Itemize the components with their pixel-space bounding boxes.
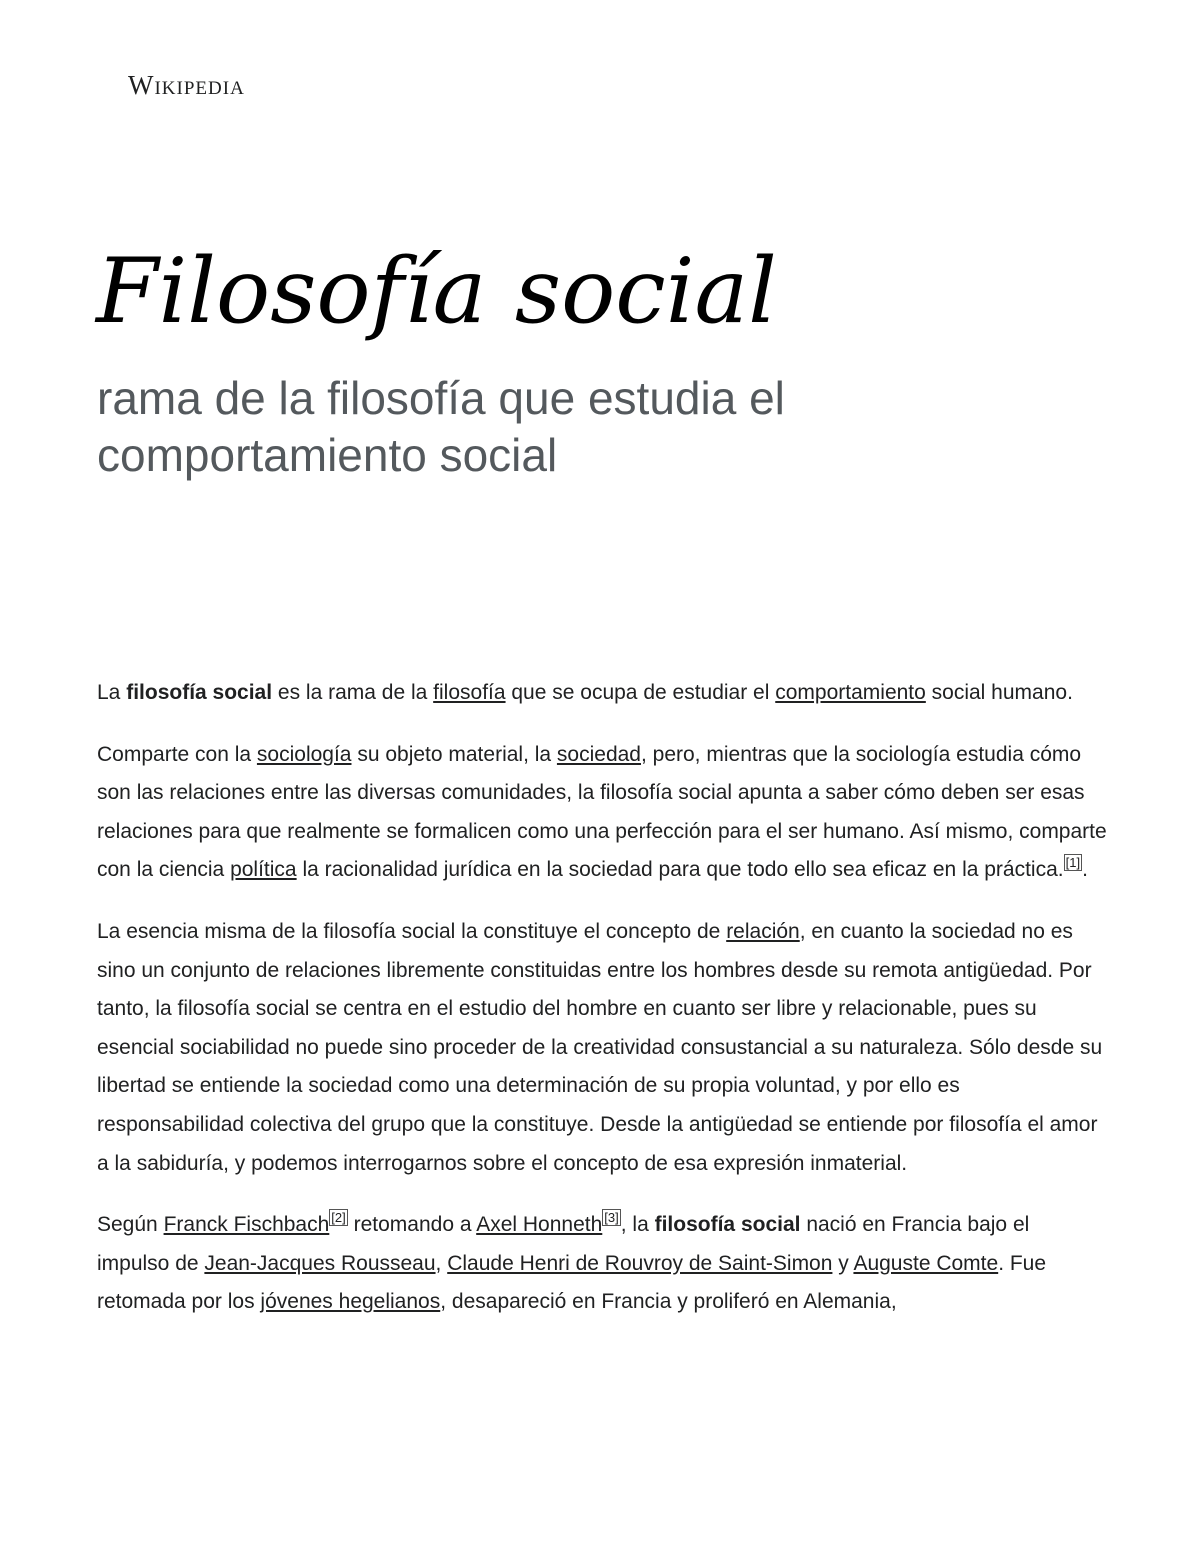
link-auguste-comte[interactable]: Auguste Comte (853, 1251, 999, 1275)
text: , la (620, 1213, 655, 1237)
link-rousseau[interactable]: Jean-Jacques Rousseau (204, 1251, 436, 1275)
text: , pero, mientras que la sociología estudia cómo son las relaciones entre las diversas comunidades, la filosofía social apunta a saber cómo deben ser esas relaciones para que realmente se formalicen como una perfección para el ser humano. Así mismo, comparte con la ciencia (97, 742, 1107, 882)
article-body (97, 674, 1107, 1345)
text: , (435, 1251, 448, 1275)
text: Según (97, 1213, 164, 1237)
text: Comparte con la (97, 742, 257, 766)
paragraph-2 (97, 736, 1107, 890)
text: nació en Francia bajo el impulso de (97, 1213, 1030, 1275)
text: social humano. (925, 681, 1073, 704)
text: es la rama de la (272, 681, 434, 704)
text: su objeto material, la (351, 742, 557, 766)
link-jovenes-hegelianos[interactable]: jóvenes hegelianos (260, 1290, 441, 1314)
text: retomando a (347, 1213, 477, 1237)
reference-2 (329, 1209, 347, 1226)
text: . Fue retomada por los (97, 1251, 1047, 1314)
text: y (832, 1251, 854, 1275)
text: La (97, 681, 127, 704)
reference-link-2[interactable]: [2] (331, 1210, 346, 1226)
reference-link-3[interactable]: [3] (604, 1210, 619, 1226)
text: La esencia misma de la filosofía social la constituye el concepto de (97, 919, 727, 943)
page-subtitle: rama de la filosofía que estudia el comportamiento social (97, 372, 785, 481)
bold-term: filosofía social (654, 1213, 801, 1237)
text: , en cuanto la sociedad no es sino un conjunto de relaciones libremente constituidas entre los hombres desde su remota antigüedad. Por tanto, la filosofía social se centra en el estudio del hombre en cuanto ser libre y relacionable, pues su esencial sociabilidad no puede sino proceder de la creatividad consustancial a su naturaleza. Sólo desde su libertad se entiende la sociedad como una determinación de su propia voluntad, y por ello es responsabilidad colectiva del grupo que la constituye. Desde la antigüedad se entiende por filosofía el amor a la sabiduría, y podemos interrogarnos sobre el concepto de esa expresión inmaterial. (97, 919, 1103, 1175)
link-comportamiento[interactable]: comportamiento (775, 681, 926, 704)
link-sociedad[interactable]: sociedad (556, 742, 641, 766)
link-relacion[interactable]: relación (726, 919, 800, 943)
link-politica[interactable]: política (230, 858, 297, 882)
reference-3 (602, 1209, 620, 1226)
paragraph-3 (97, 913, 1107, 1183)
link-filosofia[interactable]: filosofía (433, 681, 506, 704)
paragraph-4 (97, 1206, 1107, 1322)
text: , desapareció en Francia y proliferó en Alemania, (440, 1290, 897, 1314)
paragraph-1 (97, 674, 1107, 713)
link-franck-fischbach[interactable]: Franck Fischbach (163, 1213, 330, 1237)
text: la racionalidad jurídica en la sociedad para que todo ello sea eficaz en la práctica. (296, 858, 1064, 882)
link-axel-honneth[interactable]: Axel Honneth (476, 1213, 603, 1237)
page-title: Filosofía social (96, 239, 777, 344)
wikipedia-logo[interactable]: Wikipedia (128, 70, 245, 100)
text: que se ocupa de estudiar el (505, 681, 776, 704)
link-saint-simon[interactable]: Claude Henri de Rouvroy de Saint-Simon (447, 1251, 833, 1275)
reference-link-1[interactable]: [1] (1065, 855, 1081, 871)
reference-1 (1064, 854, 1082, 871)
text: . (1082, 858, 1088, 882)
link-sociologia[interactable]: sociología (256, 742, 352, 766)
bold-term: filosofía social (126, 681, 273, 704)
